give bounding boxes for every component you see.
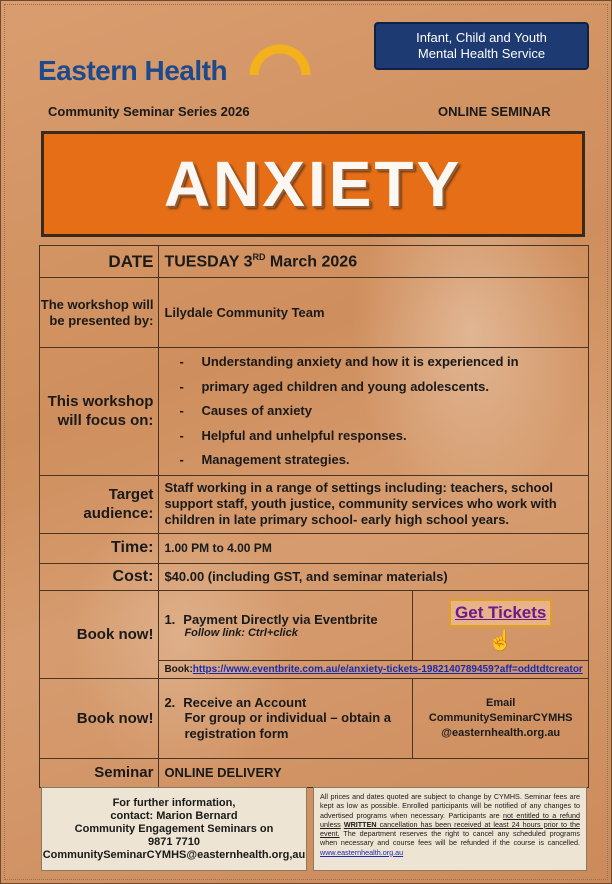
- booking-option-2-number: 2.: [164, 694, 176, 710]
- booking-option-1: [159, 590, 413, 660]
- booking-option-2-heading: [164, 695, 412, 710]
- title-banner: [41, 131, 585, 237]
- row-audience: [40, 475, 589, 533]
- booking-option-2-desc: For group or individual – obtain a registration form: [184, 709, 391, 741]
- email-line-1[interactable]: CommunitySeminarCYMHS: [428, 711, 573, 724]
- book-now-label-1: Book now!: [40, 590, 159, 678]
- audience-value: Staff working in a range of settings including: teachers, school support staff, youth justice, community services who work with children in late primary school- early high school years.: [159, 475, 589, 533]
- eventbrite-link[interactable]: https://www.eventbrite.com.au/e/anxiety-tickets-1982140789459?aff=oddtdtcreator: [192, 663, 583, 675]
- booking-option-1-hint: Follow link: Ctrl+click: [184, 626, 298, 639]
- terms-website-link[interactable]: www.easternhealth.org.au: [320, 847, 404, 857]
- focus-list: [159, 348, 588, 475]
- booking-option-2-title: Receive an Account: [183, 694, 307, 710]
- logo-arc-icon: [246, 29, 316, 89]
- time-value: 1.00 PM to 4.00 PM: [159, 533, 589, 563]
- row-seminar: [40, 758, 589, 787]
- booking-link-prefix: Book:: [164, 663, 193, 675]
- date-label: DATE: [40, 246, 159, 278]
- row-presenter: [40, 278, 589, 348]
- focus-item: - Causes of anxiety: [179, 399, 588, 424]
- focus-item-continued: [179, 375, 588, 400]
- service-line-2: Mental Health Service: [417, 46, 546, 61]
- get-tickets-button[interactable]: Get Tickets: [449, 599, 552, 627]
- seminar-value: ONLINE DELIVERY: [159, 758, 589, 787]
- cost-value: $40.00 (including GST, and seminar materials): [159, 563, 589, 590]
- focus-item: - Understanding anxiety and how it is experienced in: [179, 350, 588, 375]
- focus-item: - Helpful and unhelpful responses.: [179, 424, 588, 449]
- seminar-title: ANXIETY: [163, 148, 463, 220]
- booking-option-1-heading: [164, 612, 412, 627]
- row-cost: [40, 563, 589, 590]
- contact-phone: 9871 7710: [148, 835, 200, 848]
- row-time: [40, 533, 589, 563]
- date-value: [159, 246, 589, 278]
- seminar-mode: ONLINE SEMINAR: [438, 104, 551, 119]
- terms-underline-2: cancellation has been received at least 24 hours prior to the event.: [320, 819, 581, 839]
- row-date: [40, 246, 589, 278]
- date-rest: March 2026: [265, 253, 358, 271]
- date-suffix: RD: [252, 251, 266, 262]
- email-cell: [413, 678, 589, 758]
- contact-line-3: Community Engagement Seminars on: [74, 822, 274, 835]
- presenter-value: Lilydale Community Team: [159, 278, 589, 348]
- service-name-box: [374, 22, 589, 70]
- time-label: Time:: [40, 533, 159, 563]
- focus-item: - Management strategies.: [179, 448, 588, 473]
- terms-written: WRITTEN: [343, 819, 377, 829]
- focus-list-cell: [159, 348, 589, 476]
- presenter-label: The workshop will be presented by:: [40, 278, 159, 348]
- row-booking-1: [40, 590, 589, 660]
- focus-label: This workshop will focus on:: [40, 348, 159, 476]
- book-now-label-2: Book now!: [40, 678, 159, 758]
- series-title: Community Seminar Series 2026: [48, 104, 250, 119]
- terms-text-1: All prices and dates quoted are subject to change by CYMHS. Seminar fees are kept as low as possible. Enrolled participants will be notified of any changes to advertised programs when necessary. Participants are: [320, 792, 580, 820]
- eastern-health-logo: [38, 29, 298, 89]
- date-day: TUESDAY 3: [164, 253, 253, 271]
- contact-line-2: contact: Marion Bernard: [110, 809, 238, 822]
- terms-underline-1: not entitled to a refund unless: [320, 810, 581, 829]
- terms-box: [313, 787, 587, 871]
- contact-info-box: [41, 787, 307, 871]
- booking-option-2: [159, 678, 413, 758]
- booking-option-1-title: Payment Directly via Eventbrite: [183, 611, 378, 627]
- contact-line-1: For further information,: [112, 796, 236, 809]
- logo-text: Eastern Health: [38, 55, 228, 86]
- email-label: Email: [486, 696, 516, 709]
- row-booking-2: [40, 678, 589, 758]
- hand-pointer-icon: ☝: [488, 630, 514, 652]
- audience-label: Target audience:: [40, 475, 159, 533]
- cost-label: Cost:: [40, 563, 159, 590]
- focus-item-continued-text: primary aged children and young adolescents.: [201, 378, 489, 394]
- booking-link-cell: [159, 660, 589, 678]
- contact-email[interactable]: CommunitySeminarCYMHS@easternhealth.org,au: [42, 848, 306, 861]
- booking-option-1-number: 1.: [164, 611, 176, 627]
- row-focus: [40, 348, 589, 476]
- service-line-1: Infant, Child and Youth: [416, 30, 547, 45]
- email-line-2[interactable]: @easternhealth.org.au: [441, 726, 561, 739]
- get-tickets-cell: [413, 590, 589, 660]
- seminar-label: Seminar: [40, 758, 159, 787]
- terms-text-2: The department reserves the right to cancel any scheduled programs when necessary and course fees will be refunded if the course is cancelled.: [320, 829, 580, 848]
- details-table: [39, 245, 589, 788]
